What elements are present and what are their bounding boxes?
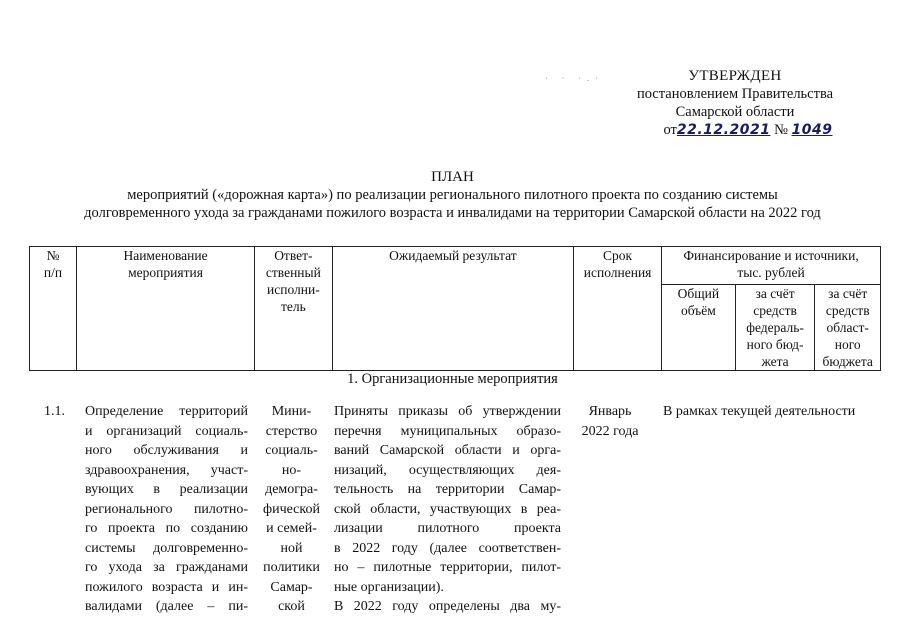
header-total: Общий объём [662,285,736,371]
row-financing: В рамках текущей деятельности [663,404,856,419]
row-term: Январь 2022 года [581,404,639,439]
approval-title: УТВЕРЖДЕН [688,68,782,84]
approval-stamp [620,67,850,139]
header-term: Срок исполнения [574,247,662,371]
table-row [0,402,905,639]
header-federal: за счёт средств федераль- ного бюд- жета [735,285,815,371]
plan-heading [0,168,905,222]
plan-subtitle-line-2: долговременного ухода за гражданами пожилого возраста и инвалидами на территории Самарской области на 2022 год [84,205,821,221]
plan-table-header [29,246,881,371]
header-result: Ожидаемый результат [332,247,573,371]
handwritten-date: 22.12.2021 [676,122,771,138]
header-responsible: Ответ- ственный исполни- тель [255,247,333,371]
approval-line-1: постановлением Правительства [636,86,834,102]
date-prefix: от [663,122,677,138]
header-name: Наименование мероприятия [77,247,255,371]
row-number: 1.1. [44,404,65,419]
header-regional: за счёт средств област- ного бюджета [815,285,881,371]
number-prefix: № [774,122,788,138]
approval-line-2: Самарской области [675,104,795,120]
approval-date-line [663,121,832,139]
row-activity-name: Определение территорий и организаций социаль- ного обслуживания и здравоохранения, участ- вующих в реализации регионального пилотно- го проекта по созданию системы долговременно- го ухода за гражданами пожилого возраста и ин- валидами (далее – пи- [85,404,248,614]
scan-specks: · · ·.· [545,74,604,83]
handwritten-number: 1049 [791,122,833,138]
row-expected-result: Приняты приказы об утверждении перечня муниципальных образо- ваний Самарской области и орга- низаций, осуществляющих дея- тельность на территории Самар- ской области, участвующих в реа- лизации пилотного проекта в 2022 году (далее соответствен- но – пилотные территории, пилот- ные организации). В 2022 году определены два му- [334,404,561,614]
header-num: № п/п [30,247,77,371]
section-title: 1. Организационные мероприятия [347,371,558,387]
row-responsible: Мини- стерство социаль- но- демогра- фической и семей- ной политики Самар- ской [263,404,320,614]
plan-subtitle-line-1: мероприятий («дорожная карта») по реализации регионального пилотного проекта по созданию системы [127,187,778,203]
header-finance: Финансирование и источники, тыс. рублей [662,247,881,285]
plan-title: ПЛАН [431,169,474,185]
